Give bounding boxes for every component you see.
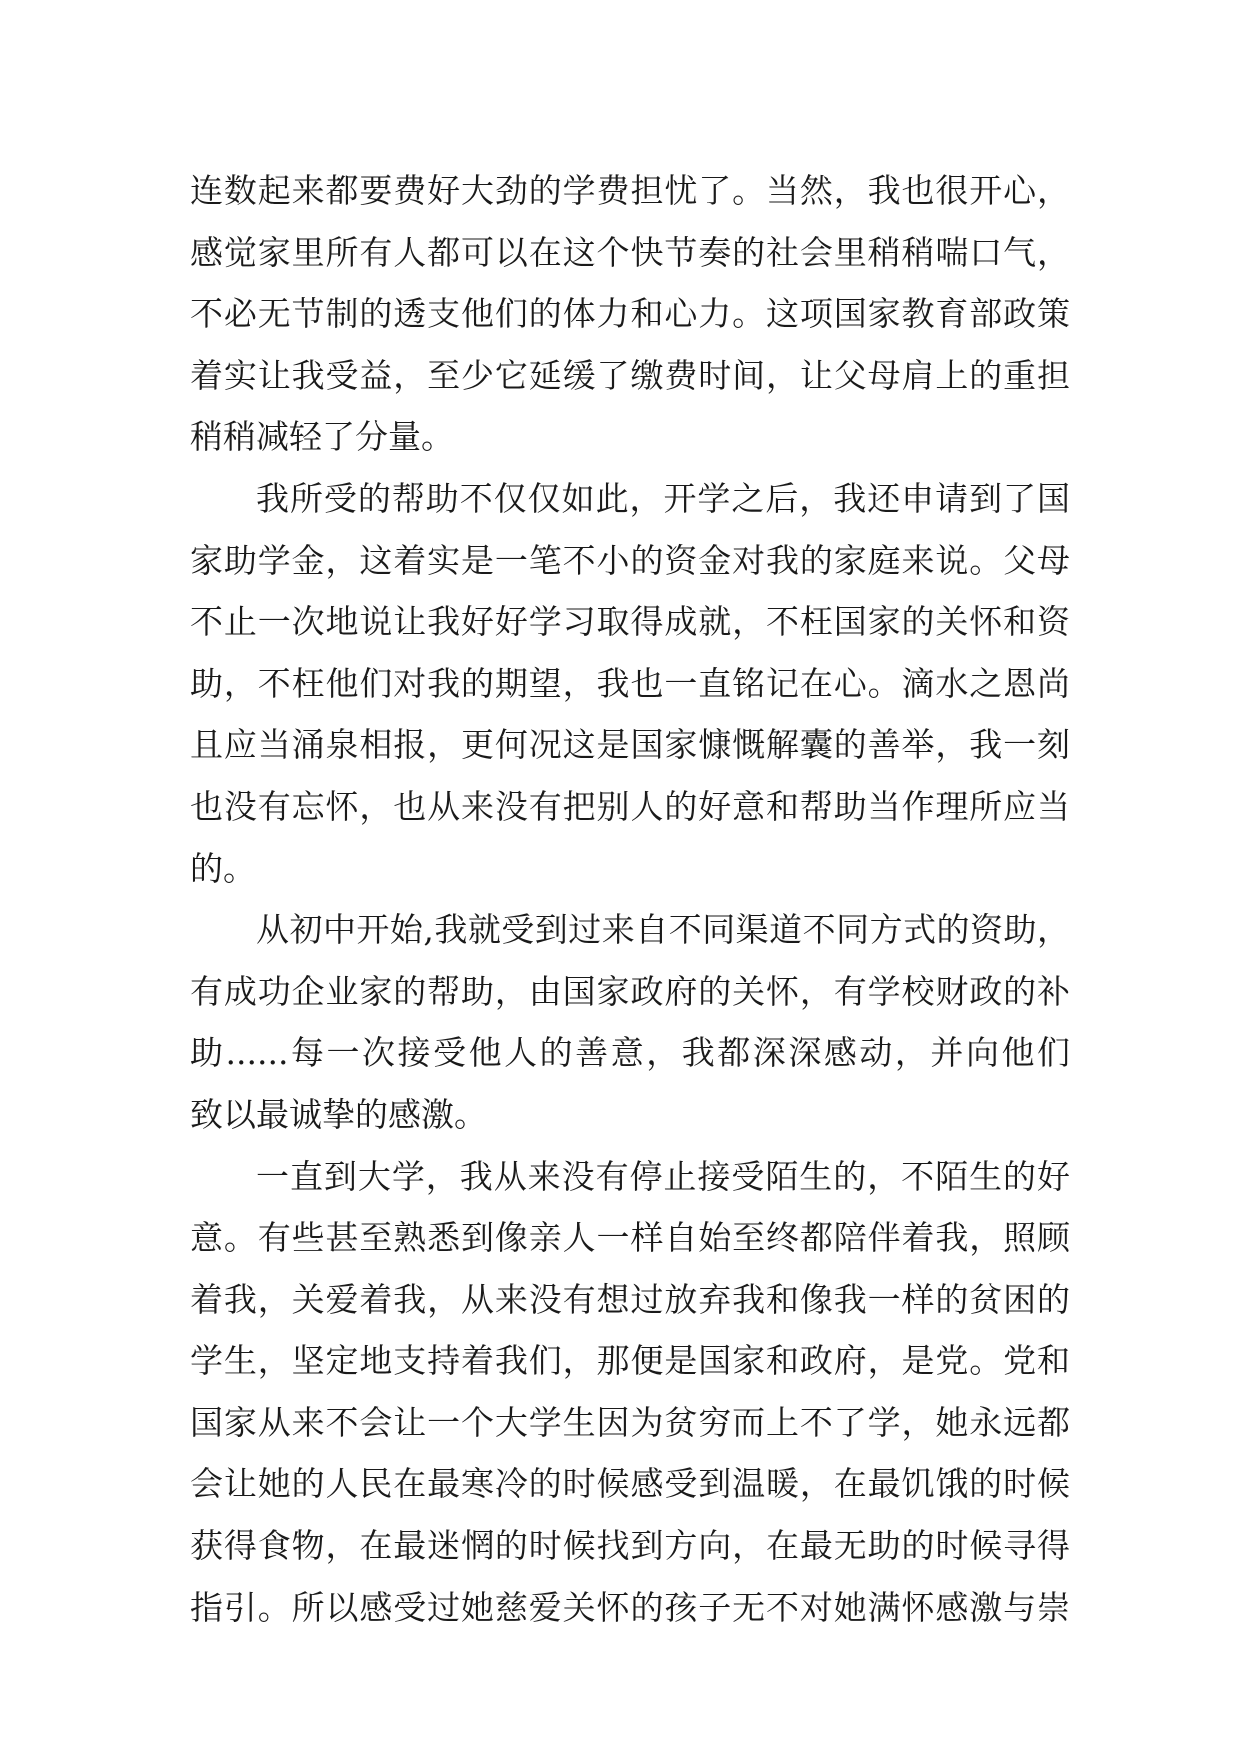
- text-line: 意。有些甚至熟悉到像亲人一样自始至终都陪伴着我，照顾: [190, 1218, 1070, 1258]
- text-line: 不必无节制的透支他们的体力和心力。这项国家教育部政策: [190, 294, 1070, 334]
- text-line: 也没有忘怀，也从来没有把别人的好意和帮助当作理所应当: [190, 786, 1070, 826]
- text-line: 连数起来都要费好大劲的学费担忧了。当然，我也很开心，: [190, 171, 1070, 210]
- paragraph-first-line: 从初中开始,我就受到过来自不同渠道不同方式的资助，: [256, 910, 1070, 950]
- text-line: 稍稍减轻了分量。: [190, 417, 454, 457]
- text-line: 致以最诚挚的感激。: [190, 1094, 487, 1134]
- text-line: 着实让我受益，至少它延缓了缴费时间，让父母肩上的重担: [190, 355, 1070, 395]
- text-line: 着我，关爱着我，从来没有想过放弃我和像我一样的贫困的: [190, 1279, 1070, 1319]
- text-line: 国家从来不会让一个大学生因为贫穷而上不了学，她永远都: [190, 1402, 1070, 1442]
- text-line: 指引。所以感受过她慈爱关怀的孩子无不对她满怀感激与崇: [190, 1587, 1070, 1627]
- paragraph-first-line: 我所受的帮助不仅仅如此，开学之后，我还申请到了国: [256, 478, 1070, 518]
- paragraph-first-line: 一直到大学，我从来没有停止接受陌生的，不陌生的好: [256, 1156, 1070, 1196]
- text-line: 家助学金，这着实是一笔不小的资金对我的家庭来说。父母: [190, 540, 1070, 580]
- text-line: 的。: [190, 848, 256, 888]
- body-text: [190, 160, 1070, 1638]
- text-line: 助，不枉他们对我的期望，我也一直铭记在心。滴水之恩尚: [190, 663, 1070, 703]
- text-line: 不止一次地说让我好好学习取得成就，不枉国家的关怀和资: [190, 602, 1070, 642]
- text-line: 学生，坚定地支持着我们，那便是国家和政府，是党。党和: [190, 1341, 1070, 1381]
- text-line: 有成功企业家的帮助，由国家政府的关怀，有学校财政的补: [190, 971, 1070, 1011]
- text-line: 感觉家里所有人都可以在这个快节奏的社会里稍稍喘口气，: [190, 232, 1070, 272]
- text-line: 助......每一次接受他人的善意，我都深深感动，并向他们: [190, 1033, 1070, 1073]
- text-line: 且应当涌泉相报，更何况这是国家慷慨解囊的善举，我一刻: [190, 725, 1070, 765]
- text-line: 会让她的人民在最寒冷的时候感受到温暖，在最饥饿的时候: [190, 1464, 1070, 1504]
- text-line: 获得食物，在最迷惘的时候找到方向，在最无助的时候寻得: [190, 1526, 1070, 1566]
